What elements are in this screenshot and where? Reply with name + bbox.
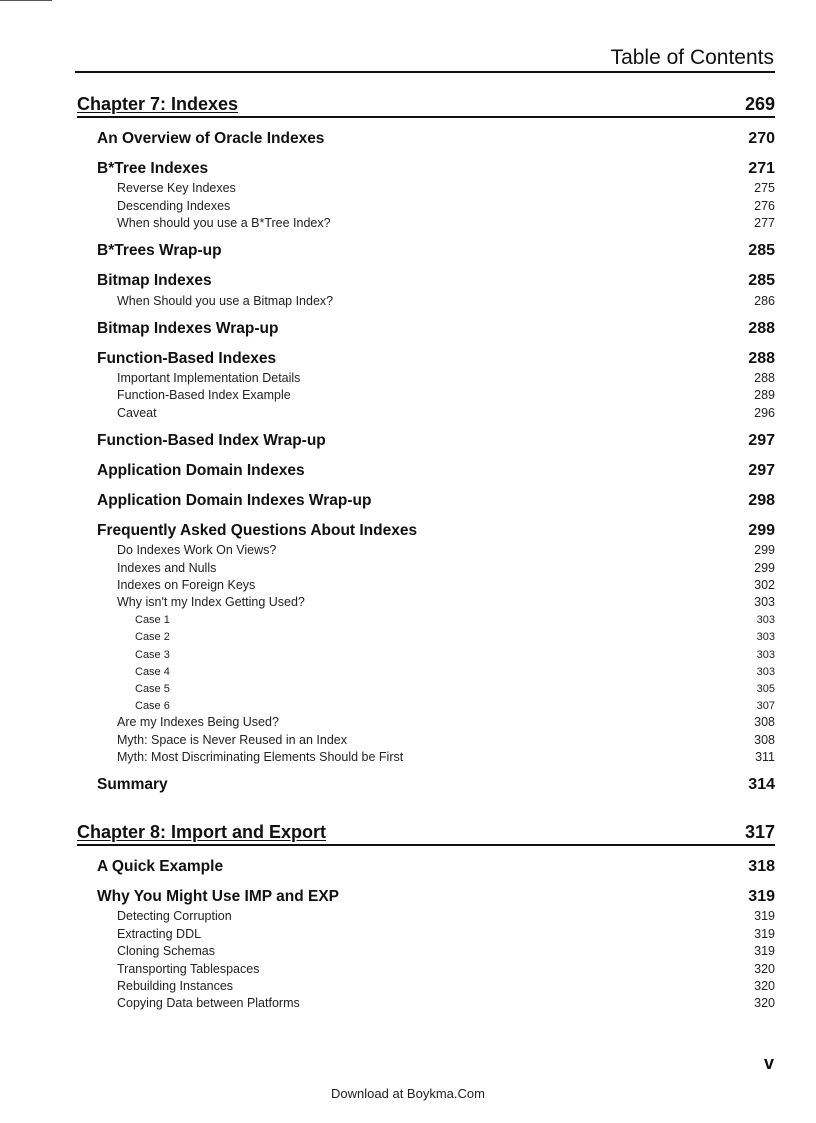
- toc-subsection-entry-page-number: 319: [754, 944, 775, 959]
- toc-section-entry-page-number: 314: [748, 776, 775, 794]
- toc-subsection-entry-title: Do Indexes Work On Views?: [117, 543, 277, 558]
- toc-section-entry-page-number: 271: [748, 160, 775, 177]
- chapter-spacer: [77, 794, 775, 822]
- toc-subsubsection-entry-page-number: 303: [756, 665, 775, 678]
- toc-section-entry[interactable]: [77, 308, 775, 338]
- toc-subsection-entry-page-number: 277: [754, 216, 775, 231]
- toc-subsection-entry-title: Detecting Corruption: [117, 909, 232, 924]
- toc-section-entry-page-number: 297: [748, 431, 775, 449]
- toc-section-entry-page-number: 285: [748, 242, 775, 260]
- toc-subsection-entry-title: Indexes and Nulls: [117, 560, 217, 575]
- toc-subsection-entry-page-number: 302: [754, 577, 775, 592]
- toc-subsection-entry-page-number: 299: [754, 560, 775, 575]
- toc-subsection-entry-title: Indexes on Foreign Keys: [117, 577, 256, 592]
- toc-subsection-entry[interactable]: [77, 557, 775, 574]
- toc-subsection-entry-page-number: 288: [754, 370, 775, 385]
- toc-section-entry[interactable]: [77, 148, 775, 178]
- toc-subsection-entry[interactable]: [77, 958, 775, 975]
- toc-section-entry-title: An Overview of Oracle Indexes: [97, 130, 325, 147]
- toc-subsection-entry-page-number: 303: [754, 595, 775, 610]
- toc-subsection-entry[interactable]: [77, 729, 775, 746]
- toc-subsubsection-entry-page-number: 307: [756, 699, 775, 712]
- toc-section-entry-title: Summary: [97, 776, 168, 794]
- toc-subsection-entry[interactable]: [77, 712, 775, 729]
- toc-section-entry-title: Application Domain Indexes Wrap-up: [97, 491, 372, 509]
- toc-subsection-entry-title: Important Implementation Details: [117, 370, 301, 385]
- toc-subsection-entry[interactable]: [77, 385, 775, 402]
- toc-section-entry-title: Bitmap Indexes: [97, 272, 212, 290]
- toc-section-entry-title: Bitmap Indexes Wrap-up: [97, 319, 279, 337]
- toc-subsubsection-entry[interactable]: [77, 695, 775, 712]
- toc-subsection-entry[interactable]: [77, 906, 775, 923]
- toc-section-entry-title: B*Trees Wrap-up: [97, 242, 222, 260]
- toc-section-entry-title: B*Tree Indexes: [97, 160, 209, 177]
- toc-subsection-entry[interactable]: [77, 368, 775, 385]
- toc-subsection-entry-title: Descending Indexes: [117, 198, 231, 213]
- header-rule: [75, 71, 775, 73]
- toc-chapter-entry-page-number: 269: [744, 94, 775, 114]
- toc-subsubsection-entry-title: Case 2: [135, 631, 170, 644]
- toc-chapter-entry-title: Chapter 7: Indexes: [77, 94, 239, 114]
- toc-subsection-entry-page-number: 286: [754, 293, 775, 308]
- toc-chapter-entry[interactable]: [77, 822, 775, 846]
- toc-subsubsection-entry[interactable]: [77, 643, 775, 660]
- toc-subsection-entry-title: Myth: Most Discriminating Elements Should be First: [117, 750, 404, 765]
- toc-subsubsection-entry-title: Case 4: [135, 665, 170, 678]
- toc-subsection-entry-page-number: 320: [754, 996, 775, 1011]
- toc-subsection-entry[interactable]: [77, 540, 775, 557]
- toc-section-entry-title: A Quick Example: [97, 858, 224, 876]
- toc-section-entry-page-number: 299: [748, 521, 775, 539]
- toc-section-entry-page-number: 318: [748, 858, 775, 876]
- toc-subsection-entry-title: Rebuilding Instances: [117, 978, 234, 993]
- toc-subsubsection-entry[interactable]: [77, 661, 775, 678]
- toc-subsection-entry-page-number: 319: [754, 926, 775, 941]
- toc-subsection-entry[interactable]: [77, 976, 775, 993]
- page-number: v: [763, 1053, 774, 1073]
- toc-section-entry-title: Function-Based Indexes: [97, 349, 277, 367]
- toc-subsubsection-entry-page-number: 303: [756, 614, 775, 627]
- toc-subsection-entry[interactable]: [77, 923, 775, 940]
- toc-section-entry[interactable]: [77, 118, 775, 148]
- toc-section-entry-page-number: 288: [748, 349, 775, 367]
- toc-subsection-entry[interactable]: [77, 747, 775, 764]
- toc-section-entry[interactable]: [77, 338, 775, 368]
- toc-subsection-entry-title: Reverse Key Indexes: [117, 181, 236, 196]
- toc-subsubsection-entry-page-number: 303: [756, 648, 775, 661]
- toc-subsubsection-entry[interactable]: [77, 609, 775, 626]
- toc-subsection-entry-title: Why isn't my Index Getting Used?: [117, 595, 305, 610]
- toc-subsection-entry-page-number: 275: [754, 181, 775, 196]
- toc-subsubsection-entry-page-number: 305: [756, 682, 775, 695]
- toc-subsection-entry-page-number: 299: [754, 543, 775, 558]
- toc-subsubsection-entry[interactable]: [77, 626, 775, 643]
- toc-section-entry-page-number: 288: [748, 319, 775, 337]
- toc-subsubsection-entry-page-number: 303: [756, 631, 775, 644]
- toc-subsection-entry-title: Are my Indexes Being Used?: [117, 715, 279, 730]
- toc-subsection-entry-title: Transporting Tablespaces: [117, 961, 260, 976]
- toc-subsection-entry-title: Copying Data between Platforms: [117, 996, 300, 1011]
- toc-section-entry[interactable]: [77, 260, 775, 290]
- toc-subsection-entry[interactable]: [77, 290, 775, 307]
- toc-subsection-entry-title: Cloning Schemas: [117, 944, 215, 959]
- toc-section-entry[interactable]: [77, 480, 775, 510]
- toc-subsection-entry[interactable]: [77, 213, 775, 230]
- toc-subsubsection-entry-title: Case 6: [135, 699, 170, 712]
- toc-section-entry-page-number: 319: [748, 888, 775, 906]
- toc-section-entry-page-number: 270: [748, 130, 775, 147]
- toc-section-entry[interactable]: [77, 846, 775, 876]
- toc-subsection-entry-page-number: 308: [754, 732, 775, 747]
- toc-subsection-entry-page-number: 296: [754, 405, 775, 420]
- toc-subsection-entry-page-number: 320: [754, 961, 775, 976]
- toc-subsection-entry-page-number: 320: [754, 978, 775, 993]
- toc-subsection-entry-page-number: 311: [755, 750, 775, 765]
- corner-crop-mark: [0, 0, 52, 1]
- toc-chapter-entry[interactable]: [77, 94, 775, 118]
- toc-chapter-entry-title: Chapter 8: Import and Export: [77, 822, 327, 843]
- toc-subsubsection-entry[interactable]: [77, 678, 775, 695]
- toc-section-entry[interactable]: [77, 230, 775, 260]
- toc-subsection-entry[interactable]: [77, 178, 775, 195]
- toc-subsection-entry-page-number: 276: [754, 198, 775, 213]
- toc-section-entry[interactable]: [77, 420, 775, 450]
- toc-subsection-entry-title: Extracting DDL: [117, 926, 202, 941]
- toc-section-entry-page-number: 297: [748, 461, 775, 479]
- toc-section-entry[interactable]: [77, 450, 775, 480]
- toc-subsection-entry[interactable]: [77, 195, 775, 212]
- toc-section-entry-title: Frequently Asked Questions About Indexes: [97, 521, 418, 539]
- toc-section-entry[interactable]: [77, 876, 775, 906]
- toc-subsection-entry-title: Myth: Space is Never Reused in an Index: [117, 732, 347, 747]
- toc-subsection-entry-page-number: 319: [754, 909, 775, 924]
- toc-section-entry-title: Why You Might Use IMP and EXP: [97, 888, 339, 906]
- download-footer: Download at Boykma.Com: [331, 1086, 485, 1101]
- toc-subsection-entry-title: Caveat: [117, 405, 157, 420]
- toc-subsubsection-entry-title: Case 1: [135, 614, 170, 627]
- toc-chapter-entry-page-number: 317: [744, 822, 775, 843]
- table-of-contents: [77, 94, 775, 1010]
- toc-subsection-entry[interactable]: [77, 592, 775, 609]
- toc-subsection-entry-title: When Should you use a Bitmap Index?: [117, 293, 334, 308]
- toc-subsection-entry[interactable]: [77, 402, 775, 419]
- toc-subsection-entry-title: Function-Based Index Example: [117, 388, 291, 403]
- toc-subsection-entry[interactable]: [77, 941, 775, 958]
- toc-subsection-entry[interactable]: [77, 993, 775, 1010]
- toc-section-entry-page-number: 285: [748, 272, 775, 290]
- toc-subsection-entry[interactable]: [77, 575, 775, 592]
- toc-subsubsection-entry-title: Case 3: [135, 648, 170, 661]
- toc-section-entry-page-number: 298: [748, 491, 775, 509]
- toc-subsection-entry-page-number: 289: [754, 388, 775, 403]
- toc-subsection-entry-title: When should you use a B*Tree Index?: [117, 216, 331, 231]
- toc-section-entry-title: Application Domain Indexes: [97, 461, 305, 479]
- toc-section-entry-title: Function-Based Index Wrap-up: [97, 431, 326, 449]
- toc-subsection-entry-page-number: 308: [754, 715, 775, 730]
- toc-section-entry[interactable]: [77, 764, 775, 794]
- toc-subsubsection-entry-title: Case 5: [135, 682, 170, 695]
- toc-section-entry[interactable]: [77, 510, 775, 540]
- running-header-title: Table of Contents: [610, 46, 774, 69]
